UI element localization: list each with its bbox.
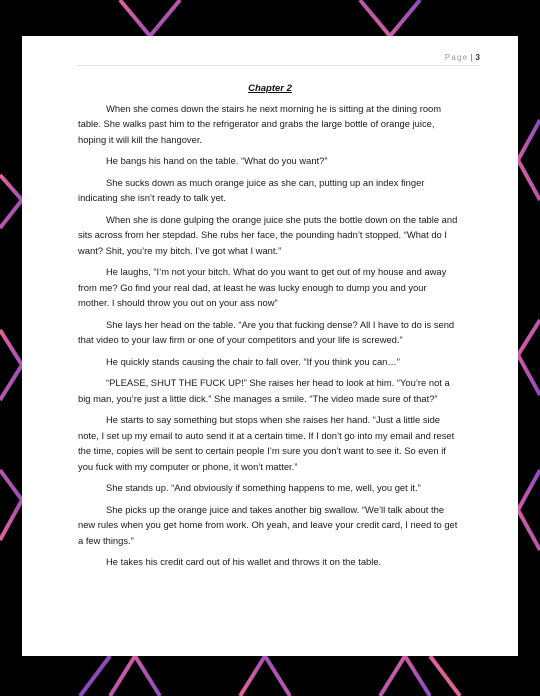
- paragraph: He starts to say something but stops when she raises her hand. “Just a little side note, I set up my email to auto send it at a certain time. If I don’t go into my email and reset the time, copies will be sent to certain people I’m sure you don’t want to see it. So even if you fuck with my computer or phone, it won’t matter.”: [78, 414, 455, 472]
- paragraph: She picks up the orange juice and takes another big swallow. “We’ll talk about the new rules when you get home from work. Oh yeah, and leave your credit card, I need to get a few things.”: [78, 503, 458, 546]
- star-top-right-ray: [360, 0, 420, 36]
- paragraph: She stands up. “And obviously if something happens to me, well, you get it.”: [106, 482, 421, 494]
- star-top-left-ray: [120, 0, 180, 36]
- star-bottom-left-ray: [110, 656, 160, 696]
- star-right-upper-ray: [518, 120, 540, 200]
- star-bottom-far-line: [80, 656, 110, 696]
- paragraph: When she is done gulping the orange juice she puts the bottle down on the table and sits across from her stepdad. She rubs her face, the pounding hadn’t stopped. “What do I want? Shit, you’re my bitch. I’ve got what I want.”: [78, 214, 458, 256]
- chapter-title: Chapter 2: [248, 83, 292, 94]
- star-bottom-mid-ray: [240, 656, 290, 696]
- page-number: 3: [475, 53, 480, 62]
- document-page: [22, 36, 518, 656]
- star-left-bottom-ray: [0, 470, 22, 540]
- star-left-lower-ray: [0, 330, 22, 400]
- paragraph: He bangs his hand on the table. “What do you want?”: [106, 155, 328, 167]
- star-right-mid-ray: [518, 320, 540, 395]
- star-left-upper-ray: [0, 175, 22, 228]
- page-header: [445, 53, 480, 62]
- star-bottom-right-ray: [380, 656, 430, 696]
- paragraph: “PLEASE, SHUT THE FUCK UP!” She raises her head to look at him. “You’re not a big man, you’re just a little dick.” She manages a smile. “The video made sure of that?”: [78, 377, 450, 404]
- paragraph: When she comes down the stairs he next morning he is sitting at the dining room table. She walks past him to the refrigerator and grabs the large bottle of orange juice, hoping it will kill the hangover.: [78, 103, 442, 145]
- star-bottom-far-line-right: [430, 656, 460, 696]
- paragraph: He laughs, “I’m not your bitch. What do you want to get out of my house and away from me? Go find your real dad, at least he was lucky enough to dump you and your mother. I should throw you out on your ass now”: [78, 266, 447, 309]
- page-separator: |: [470, 53, 474, 62]
- paragraph: She sucks down as much orange juice as she can, putting up an index finger indicating she isn’t ready to talk yet.: [78, 177, 425, 204]
- page-label: Page: [444, 53, 469, 62]
- paragraph: She lays her head on the table. “Are you that fucking dense? All I have to do is send that video to your law firm or one of your competitors and your life is screwed.”: [78, 318, 455, 346]
- star-right-lower-ray: [518, 470, 540, 550]
- header-divider: [78, 65, 480, 66]
- paragraph: He quickly stands causing the chair to fall over. “If you think you can…”: [106, 355, 400, 367]
- body-text: [78, 101, 458, 576]
- paragraph: He takes his credit card out of his wallet and throws it on the table.: [106, 556, 382, 568]
